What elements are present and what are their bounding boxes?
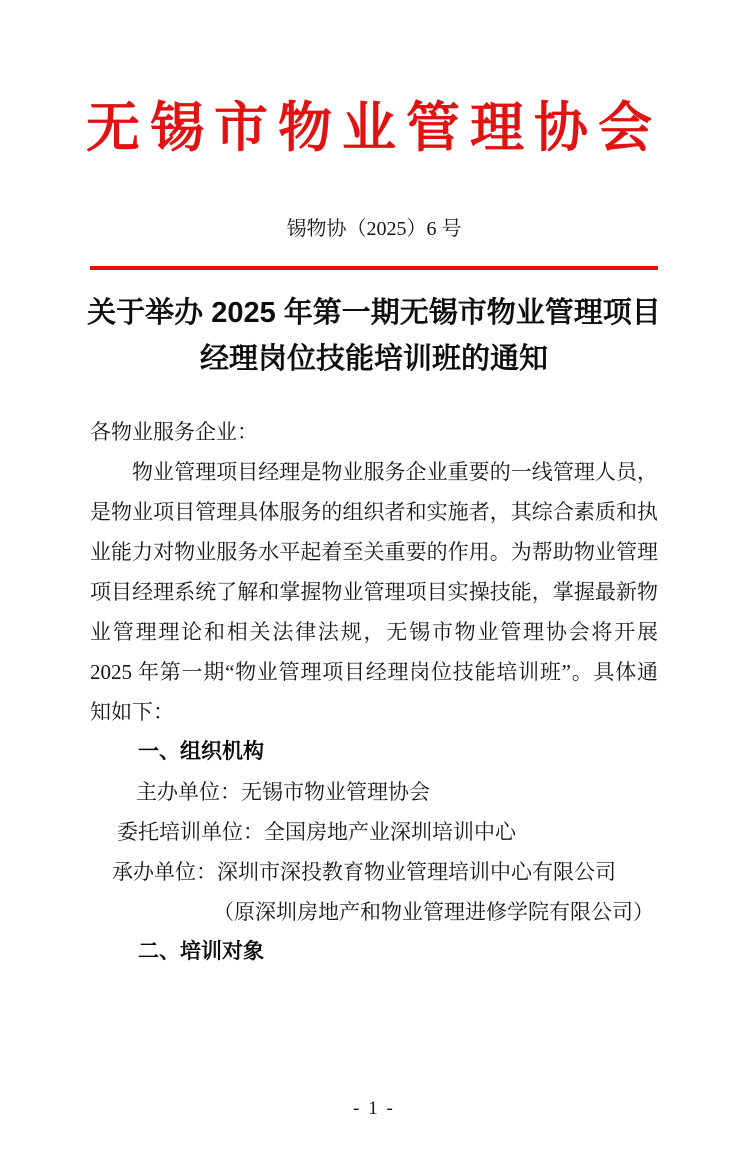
section-heading-organization: 一、组织机构: [138, 740, 264, 763]
host-unit-line: 主办单位：无锡市物业管理协会: [136, 780, 430, 804]
org-name-header: 无锡市物业管理协会: [86, 98, 662, 158]
notice-title-line1: 关于举办 2025 年第一期无锡市物业管理项目: [87, 297, 661, 329]
undertaking-unit-line: 承办单位：深圳市深投教育物业管理培训中心有限公司: [112, 860, 616, 884]
page-number: - 1 -: [353, 1098, 395, 1119]
section-heading-trainees: 二、培训对象: [138, 940, 264, 963]
document-body: [90, 412, 658, 972]
salutation: 各物业服务企业：: [90, 420, 258, 444]
document-page: [0, 96, 748, 1161]
intro-paragraph: 物业管理项目经理是物业服务企业重要的一线管理人员，是物业项目管理具体服务的组织者和实施者，其综合素质和执业能力对物业服务水平起着至关重要的作用。为帮助物业管理项目经理系统了解和掌握物业管理项目实操技能，掌握最新物业管理理论和相关法律法规，无锡市物业管理协会将开展 2025 年第一期“物业管理项目经理岗位技能培训班”。具体通知如下：: [90, 460, 658, 724]
former-name-line: （原深圳房地产和物业管理进修学院有限公司）: [213, 900, 654, 924]
notice-title-line2: 经理岗位技能培训班的通知: [199, 343, 548, 375]
notice-title: [0, 290, 748, 382]
doc-number: 锡物协（2025）6 号: [286, 218, 462, 240]
red-divider-line: [90, 266, 658, 270]
entrusted-training-unit-line: 委托培训单位：全国房地产业深圳培训中心: [117, 820, 516, 844]
